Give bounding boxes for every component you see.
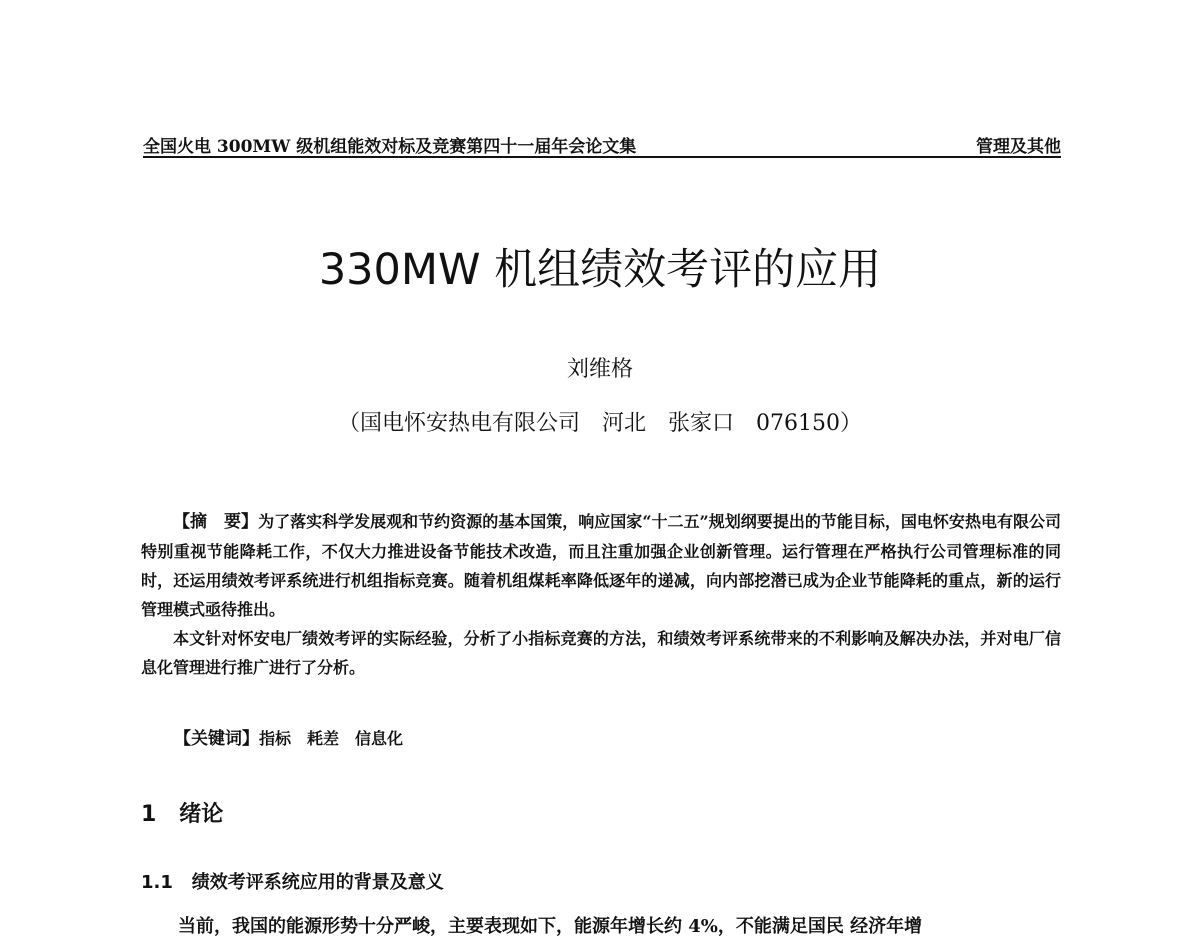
subsection-title: 绩效考评系统应用的背景及意义 xyxy=(191,872,444,893)
keywords-label: 【关键词】 xyxy=(174,729,259,749)
abstract-label: 【摘 要】 xyxy=(173,512,259,532)
section-heading-1 xyxy=(141,797,223,828)
keywords xyxy=(174,724,403,749)
abstract-paragraph-1 xyxy=(141,507,1061,624)
header-section-label: 管理及其他 xyxy=(976,137,1061,157)
abstract-paragraph-2: 本文针对怀安电厂绩效考评的实际经验，分析了小指标竞赛的方法，和绩效考评系统带来的不利影响及解决办法，并对电厂信息化管理进行推广进行了分析。 xyxy=(141,629,1061,677)
body-text-line: 当前，我国的能源形势十分严峻，主要表现如下，能源年增长约 4%，不能满足国民 经济年增 xyxy=(178,916,923,937)
subsection-heading-1-1 xyxy=(141,868,444,894)
section-number: 1 xyxy=(141,802,157,827)
section-title: 绪论 xyxy=(179,802,224,827)
abstract xyxy=(141,507,1061,682)
keywords-list: 指标 耗差 信息化 xyxy=(259,729,404,748)
running-header xyxy=(143,130,1061,158)
author-name: 刘维格 xyxy=(566,357,633,382)
paper-title: 330MW 机组绩效考评的应用 xyxy=(318,245,882,295)
abstract-paragraph-1-text: 为了落实科学发展观和节约资源的基本国策，响应国家“十二五”规划纲要提出的节能目标，国电怀安热电有限公司特别重视节能降耗工作，不仅大力推进设备节能技术改造，而且注重加强企业创新管理。运行管理在严格执行公司管理标准的同时，还运用绩效考评系统进行机组指标竞赛。随着机组煤耗率降低逐年的递减，向内部挖潜已成为企业节能降耗的重点，新的运行管理模式亟待推出。 xyxy=(141,512,1061,619)
header-proceedings-title: 全国火电 300MW 级机组能效对标及竞赛第四十一届年会论文集 xyxy=(143,137,637,157)
subsection-number: 1.1 xyxy=(141,872,173,893)
author-affiliation: （国电怀安热电有限公司 河北 张家口 076150） xyxy=(338,411,862,436)
